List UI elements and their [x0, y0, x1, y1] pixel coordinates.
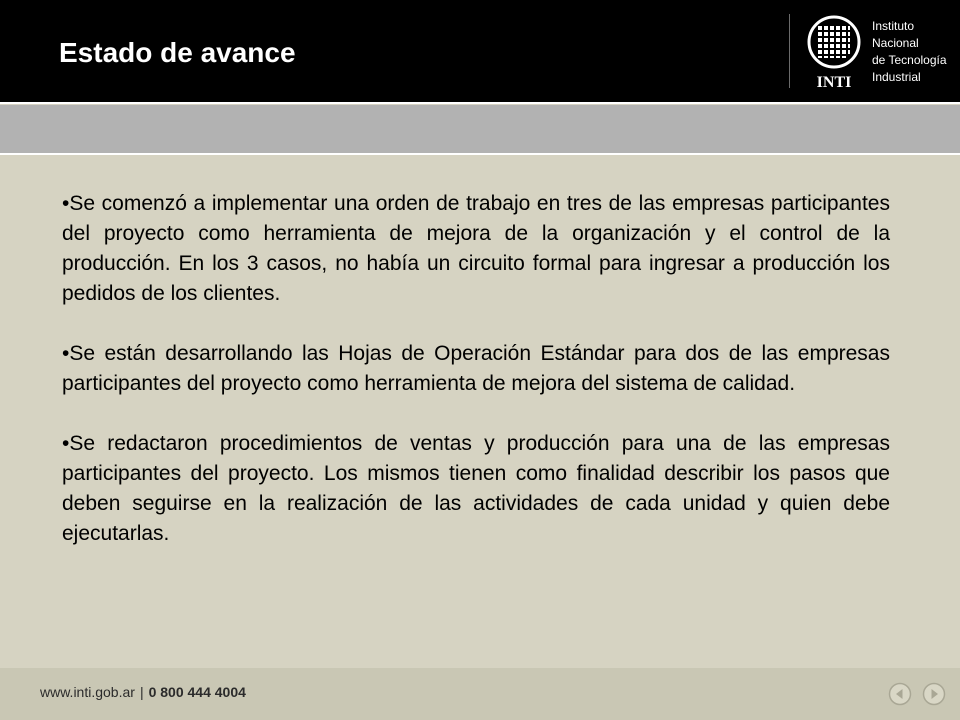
arrow-left-circle-icon — [888, 682, 912, 706]
logo-line: de Tecnología — [872, 53, 947, 67]
logo-acronym: INTI — [816, 74, 852, 90]
arrow-right-circle-icon — [922, 682, 946, 706]
bullet-paragraph: •Se redactaron procedimientos de ventas y producción para una de las empresas participantes del proyecto. Los mismos tienen como finalidad describir los pasos que deben seguirse en la realización de las actividades de cada unidad y quien debe ejecutarlas. — [62, 432, 890, 545]
footer-contact — [40, 684, 246, 700]
footer-bar — [0, 668, 960, 720]
header-bar — [0, 0, 960, 102]
inti-logo-icon — [806, 14, 862, 90]
content-body — [62, 189, 890, 549]
bullet-paragraph: •Se están desarrollando las Hojas de Operación Estándar para dos de las empresas participantes del proyecto como herramienta de mejora del sistema de calidad. — [62, 342, 890, 395]
prev-slide-button[interactable] — [888, 682, 912, 706]
header-divider — [789, 14, 790, 88]
slide-title: Estado de avance — [59, 37, 296, 68]
header-rule — [0, 102, 960, 104]
bullet-paragraph: •Se comenzó a implementar una orden de trabajo en tres de las empresas participantes del proyecto como herramienta de mejora de la organización y el control de la producción. En los 3 casos, no había un circuito formal para ingresar a producción los pedidos de los clientes. — [62, 192, 890, 305]
footer-phone: 0 800 444 4004 — [148, 684, 246, 700]
gray-band — [0, 105, 960, 153]
band-rule — [0, 153, 960, 155]
inti-logo — [806, 14, 862, 95]
footer-website: www.inti.gob.ar — [40, 684, 135, 700]
logo-line: Nacional — [872, 36, 919, 50]
footer-separator: | — [139, 684, 144, 700]
logo-line: Instituto — [872, 19, 915, 33]
logo-line: Industrial — [872, 70, 921, 84]
logo-text — [872, 18, 947, 86]
next-slide-button[interactable] — [922, 682, 946, 706]
